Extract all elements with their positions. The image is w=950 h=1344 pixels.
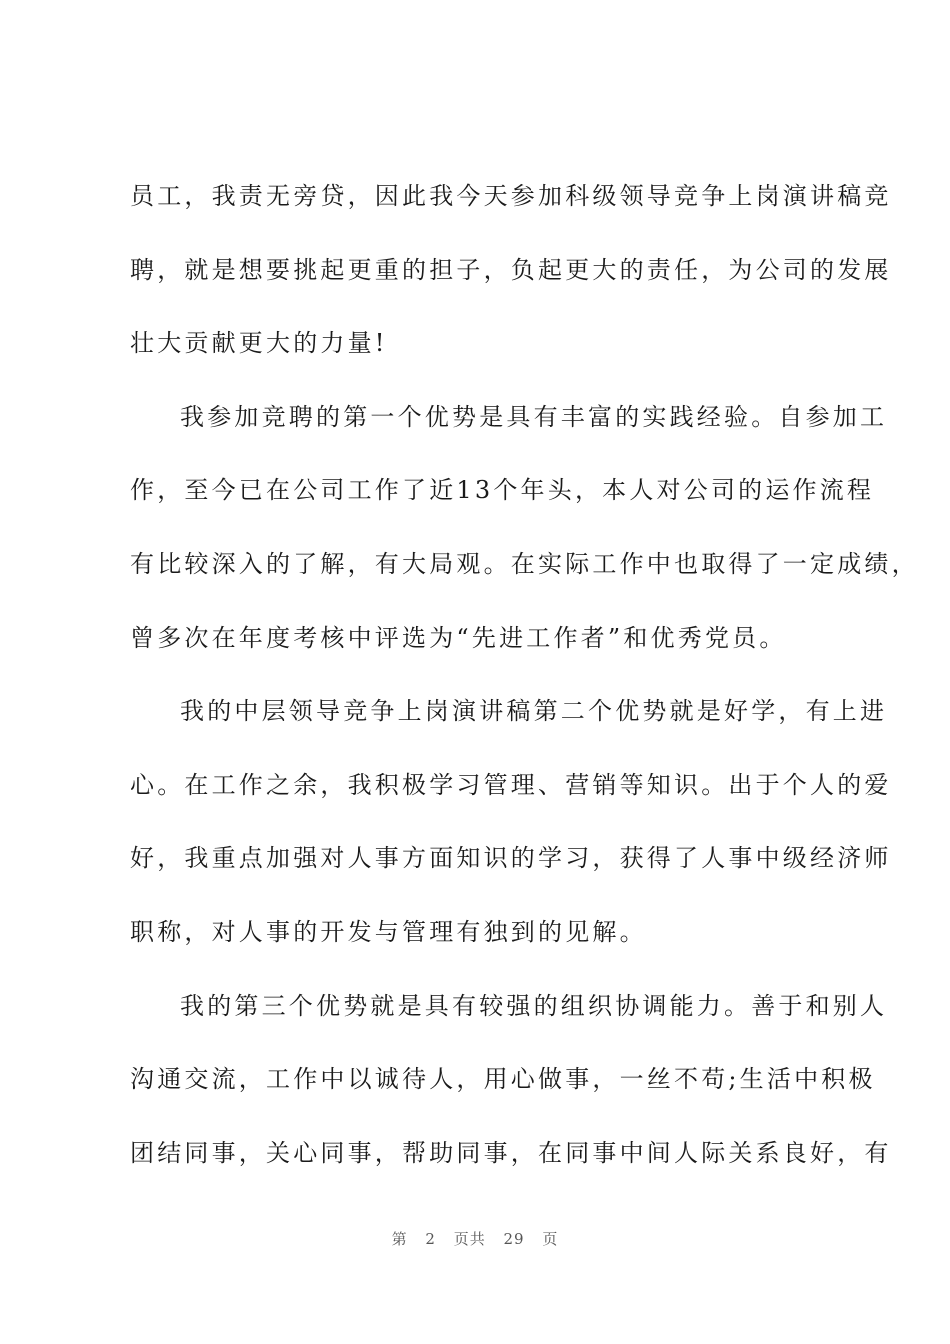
text-line: 团结同事，关心同事，帮助同事，在同事中间人际关系良好，有 [130, 1138, 892, 1167]
text-line: 曾多次在年度考核中评选为“先进工作者”和优秀党员。 [130, 623, 787, 652]
paragraph-start-line: 我参加竞聘的第一个优势是具有丰富的实践经验。自参加工 [180, 402, 888, 431]
text-line: 壮大贡献更大的力量! [130, 329, 388, 358]
text-line: 聘，就是想要挑起更重的担子，负起更大的责任，为公司的发展 [130, 255, 892, 284]
document-body [130, 170, 919, 1200]
paragraph-start-line: 我的中层领导竞争上岗演讲稿第二个优势就是好学，有上进 [180, 697, 888, 726]
footer-total-pages: 29 [503, 1230, 525, 1248]
text-line: 好，我重点加强对人事方面知识的学习，获得了人事中级经济师 [130, 844, 892, 873]
text-line: 有比较深入的了解，有大局观。在实际工作中也取得了一定成绩， [130, 549, 919, 578]
footer-current-page: 2 [425, 1230, 436, 1248]
page-footer [0, 1228, 950, 1249]
paragraph-start-line: 我的第三个优势就是具有较强的组织协调能力。善于和别人 [180, 991, 888, 1020]
text-line: 心。在工作之余，我积极学习管理、营销等知识。出于个人的爱 [130, 770, 892, 799]
footer-middle: 页共 [453, 1230, 486, 1248]
text-line: 员工，我责无旁贷，因此我今天参加科级领导竞争上岗演讲稿竞 [130, 182, 892, 210]
text-line: 职称，对人事的开发与管理有独到的见解。 [130, 917, 647, 946]
footer-suffix: 页 [542, 1230, 559, 1248]
footer-prefix: 第 [391, 1230, 408, 1248]
text-line: 作，至今已在公司工作了近13个年头，本人对公司的运作流程 [130, 476, 875, 505]
text-line: 沟通交流，工作中以诚待人，用心做事，一丝不苟;生活中积极 [130, 1065, 876, 1094]
